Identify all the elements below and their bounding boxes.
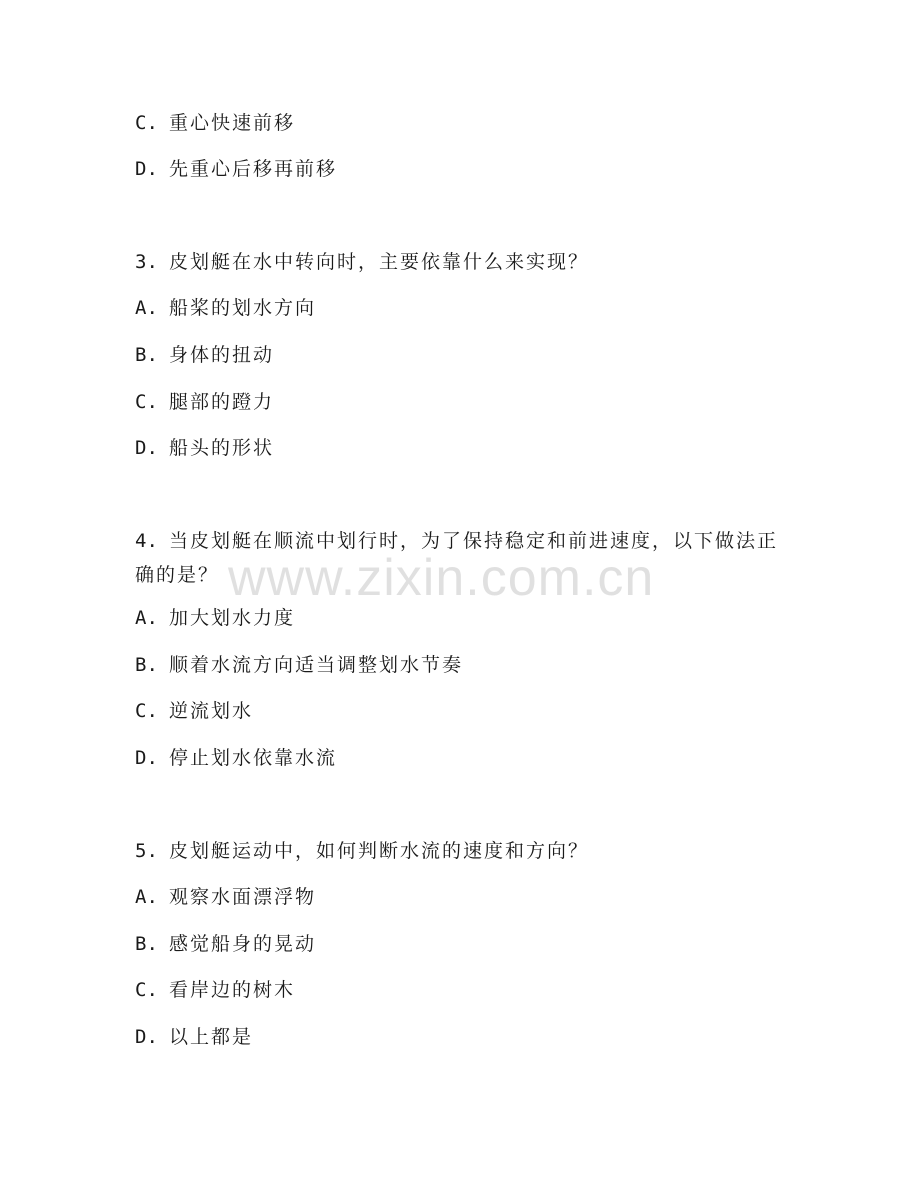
option-d bbox=[135, 157, 337, 181]
option-text: 停止划水依靠水流 bbox=[169, 747, 338, 769]
question-number: 4. bbox=[135, 530, 158, 552]
option-d bbox=[135, 746, 337, 770]
question-4-stem-continued bbox=[135, 563, 219, 587]
question-text: 确的是？ bbox=[135, 564, 220, 586]
option-label: C. bbox=[135, 979, 158, 1001]
option-d bbox=[135, 436, 274, 460]
option-text: 重心快速前移 bbox=[169, 112, 296, 134]
option-text: 腿部的蹬力 bbox=[169, 391, 275, 413]
option-text: 身体的扭动 bbox=[169, 344, 275, 366]
option-text: 以上都是 bbox=[169, 1026, 254, 1048]
option-a bbox=[135, 296, 316, 320]
option-label: B. bbox=[135, 654, 158, 676]
question-number: 5. bbox=[135, 840, 158, 862]
option-b bbox=[135, 932, 316, 956]
option-text: 船桨的划水方向 bbox=[169, 297, 317, 319]
option-label: B. bbox=[135, 344, 158, 366]
question-text: 当皮划艇在顺流中划行时，为了保持稳定和前进速度，以下做法正 bbox=[169, 530, 779, 552]
option-label: A. bbox=[135, 886, 158, 908]
question-3-stem bbox=[135, 250, 589, 274]
option-label: C. bbox=[135, 112, 158, 134]
option-label: C. bbox=[135, 700, 158, 722]
option-d bbox=[135, 1025, 253, 1049]
option-c bbox=[135, 111, 295, 135]
option-text: 先重心后移再前移 bbox=[169, 158, 338, 180]
option-text: 顺着水流方向适当调整划水节奏 bbox=[169, 654, 464, 676]
option-c bbox=[135, 390, 274, 414]
option-text: 船头的形状 bbox=[169, 437, 275, 459]
option-a bbox=[135, 606, 295, 630]
question-text: 皮划艇在水中转向时，主要依靠什么来实现？ bbox=[169, 251, 590, 273]
option-label: C. bbox=[135, 391, 158, 413]
option-text: 感觉船身的晃动 bbox=[169, 933, 317, 955]
option-b bbox=[135, 653, 463, 677]
option-c bbox=[135, 978, 295, 1002]
option-b bbox=[135, 343, 274, 367]
watermark: www.zixin.com.cn bbox=[228, 549, 655, 607]
option-label: A. bbox=[135, 297, 158, 319]
option-label: D. bbox=[135, 437, 158, 459]
option-text: 观察水面漂浮物 bbox=[169, 886, 317, 908]
question-text: 皮划艇运动中，如何判断水流的速度和方向？ bbox=[169, 840, 590, 862]
option-label: D. bbox=[135, 747, 158, 769]
question-number: 3. bbox=[135, 251, 158, 273]
option-text: 加大划水力度 bbox=[169, 607, 296, 629]
option-text: 看岸边的树木 bbox=[169, 979, 296, 1001]
option-label: D. bbox=[135, 158, 158, 180]
option-label: A. bbox=[135, 607, 158, 629]
option-label: D. bbox=[135, 1026, 158, 1048]
option-text: 逆流划水 bbox=[169, 700, 254, 722]
option-label: B. bbox=[135, 933, 158, 955]
question-5-stem bbox=[135, 839, 589, 863]
option-a bbox=[135, 885, 316, 909]
option-c bbox=[135, 699, 253, 723]
